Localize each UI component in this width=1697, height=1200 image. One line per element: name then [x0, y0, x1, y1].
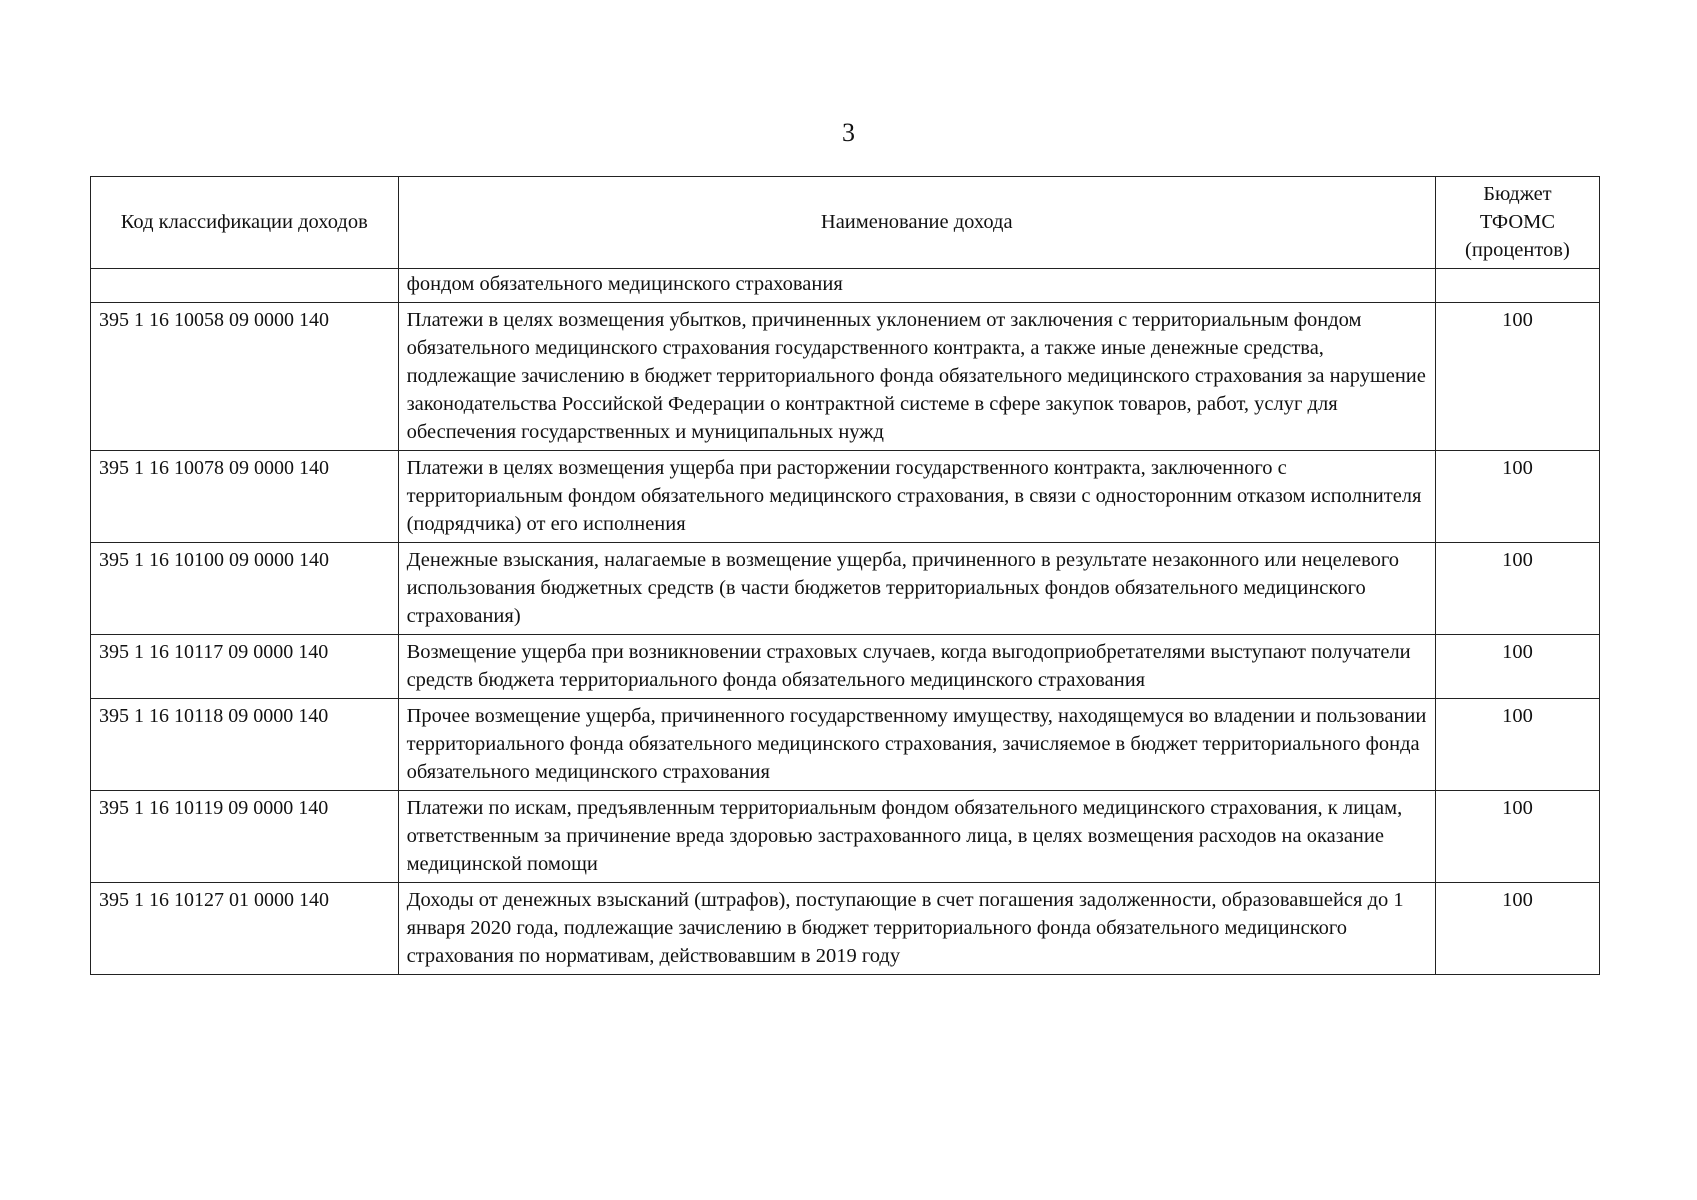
table-row — [91, 699, 1600, 791]
income-code: 395 1 16 10078 09 0000 140 — [91, 451, 399, 543]
income-name: Платежи в целях возмещения убытков, причиненных уклонением от заключения с территориальным фондом обязательного медицинского страхования государственного контракта, а также иные денежные средства, подлежащие зачислению в бюджет территориального фонда обязательного медицинского страхования за нарушение законодательства Российской Федерации о контрактной системе в сфере закупок товаров, работ, услуг для обеспечения государственных и муниципальных нужд — [398, 303, 1435, 451]
table-row — [91, 303, 1600, 451]
income-percent: 100 — [1435, 699, 1599, 791]
income-code: 395 1 16 10118 09 0000 140 — [91, 699, 399, 791]
table-row — [91, 635, 1600, 699]
income-name: Денежные взыскания, налагаемые в возмещение ущерба, причиненного в результате незаконного или нецелевого использования бюджетных средств (в части бюджетов территориальных фондов обязательного медицинского страхования) — [398, 543, 1435, 635]
income-percent: 100 — [1435, 543, 1599, 635]
continuation-percent — [1435, 269, 1599, 303]
header-code: Код классификации доходов — [91, 177, 399, 269]
income-code: 395 1 16 10100 09 0000 140 — [91, 543, 399, 635]
income-classification-table — [90, 176, 1600, 975]
page-number: 3 — [842, 118, 855, 147]
income-code: 395 1 16 10058 09 0000 140 — [91, 303, 399, 451]
table-row — [91, 883, 1600, 975]
header-percent: Бюджет ТФОМС (процентов) — [1435, 177, 1599, 269]
income-name: Доходы от денежных взысканий (штрафов), поступающие в счет погашения задолженности, образовавшейся до 1 января 2020 года, подлежащие зачислению в бюджет территориального фонда обязательного медицинского страхования по нормативам, действовавшим в 2019 году — [398, 883, 1435, 975]
income-percent: 100 — [1435, 883, 1599, 975]
continuation-row — [91, 269, 1600, 303]
continuation-name: фондом обязательного медицинского страхования — [398, 269, 1435, 303]
table-header-row — [91, 177, 1600, 269]
table-row — [91, 791, 1600, 883]
income-code: 395 1 16 10117 09 0000 140 — [91, 635, 399, 699]
continuation-code — [91, 269, 399, 303]
income-percent: 100 — [1435, 635, 1599, 699]
income-percent: 100 — [1435, 791, 1599, 883]
income-code: 395 1 16 10119 09 0000 140 — [91, 791, 399, 883]
table-row — [91, 451, 1600, 543]
income-name: Платежи по искам, предъявленным территориальным фондом обязательного медицинского страхования, к лицам, ответственным за причинение вреда здоровью застрахованного лица, в целях возмещения расходов на оказание медицинской помощи — [398, 791, 1435, 883]
income-name: Прочее возмещение ущерба, причиненного государственному имуществу, находящемуся во владении и пользовании территориального фонда обязательного медицинского страхования, зачисляемое в бюджет территориального фонда обязательного медицинского страхования — [398, 699, 1435, 791]
income-name: Платежи в целях возмещения ущерба при расторжении государственного контракта, заключенного с территориальным фондом обязательного медицинского страхования, в связи с односторонним отказом исполнителя (подрядчика) от его исполнения — [398, 451, 1435, 543]
income-name: Возмещение ущерба при возникновении страховых случаев, когда выгодоприобретателями выступают получатели средств бюджета территориального фонда обязательного медицинского страхования — [398, 635, 1435, 699]
income-percent: 100 — [1435, 303, 1599, 451]
income-percent: 100 — [1435, 451, 1599, 543]
income-code: 395 1 16 10127 01 0000 140 — [91, 883, 399, 975]
table-row — [91, 543, 1600, 635]
header-name: Наименование дохода — [398, 177, 1435, 269]
